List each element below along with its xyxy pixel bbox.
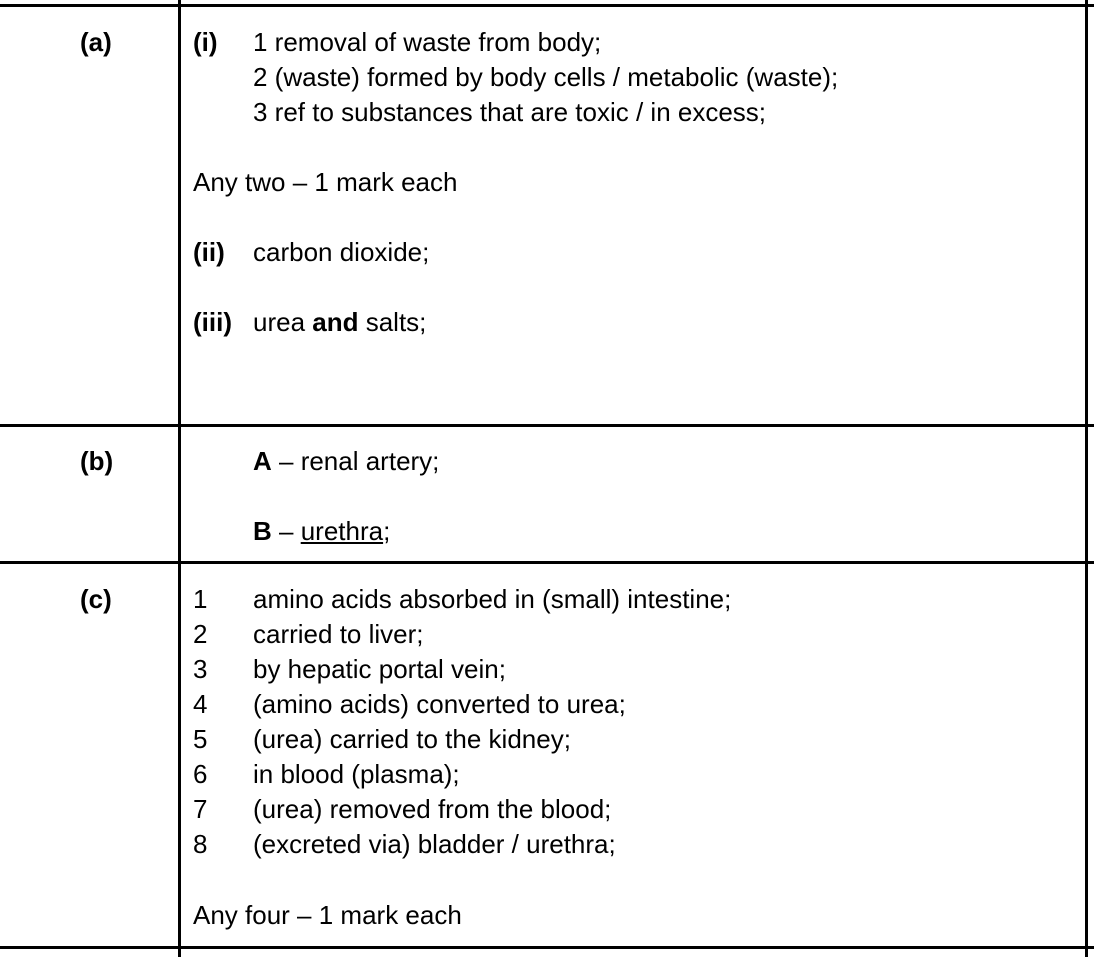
row-label-b: (b) [80,446,114,476]
item-number: 3 [193,654,208,684]
item-text: by hepatic portal vein; [253,654,506,684]
item-number: 4 [193,689,208,719]
answer-text: ; [383,516,391,546]
answer-text: salts; [358,307,427,337]
answer-bold-word: and [312,307,359,337]
row-divider-a-b [0,424,1094,427]
answer-letter-b: B [253,516,272,546]
subpart-iii-answer [253,307,426,337]
item-number: 6 [193,759,208,789]
item-number: 5 [193,724,208,754]
item-number: 2 [193,619,208,649]
bottom-border [0,946,1094,949]
item-number: 8 [193,829,208,859]
subpart-i-line-1: 1 removal of waste from body; [253,27,602,57]
row-label-c: (c) [80,584,112,614]
subpart-i-number: (i) [193,27,218,57]
item-text: (excreted via) bladder / urethra; [253,829,616,859]
row-label-a: (a) [80,27,112,57]
right-border [1085,0,1088,957]
item-text: (urea) removed from the blood; [253,794,612,824]
subpart-i-line-3: 3 ref to substances that are toxic / in excess; [253,97,767,127]
column-divider [178,0,181,957]
item-number: 7 [193,794,208,824]
item-text: (urea) carried to the kidney; [253,724,571,754]
row-divider-b-c [0,561,1094,564]
item-text: carried to liver; [253,619,424,649]
item-number: 1 [193,584,208,614]
answer-letter-a: A [253,446,272,476]
subpart-ii-number: (ii) [193,237,225,267]
answer-b [253,516,390,546]
item-text: amino acids absorbed in (small) intestine; [253,584,732,614]
answer-text: – renal artery; [271,446,440,476]
answer-a [253,446,439,476]
top-border [0,4,1094,7]
subpart-i-line-2: 2 (waste) formed by body cells / metabolic (waste); [253,62,839,92]
answer-text: – [271,516,301,546]
item-text: in blood (plasma); [253,759,460,789]
answer-underlined-word: urethra [300,516,384,546]
answer-text: urea [253,307,313,337]
subpart-i-mark-note: Any two – 1 mark each [193,167,458,197]
subpart-iii-number: (iii) [193,307,232,337]
mark-note-c: Any four – 1 mark each [193,900,462,930]
subpart-ii-answer: carbon dioxide; [253,237,430,267]
item-text: (amino acids) converted to urea; [253,689,626,719]
